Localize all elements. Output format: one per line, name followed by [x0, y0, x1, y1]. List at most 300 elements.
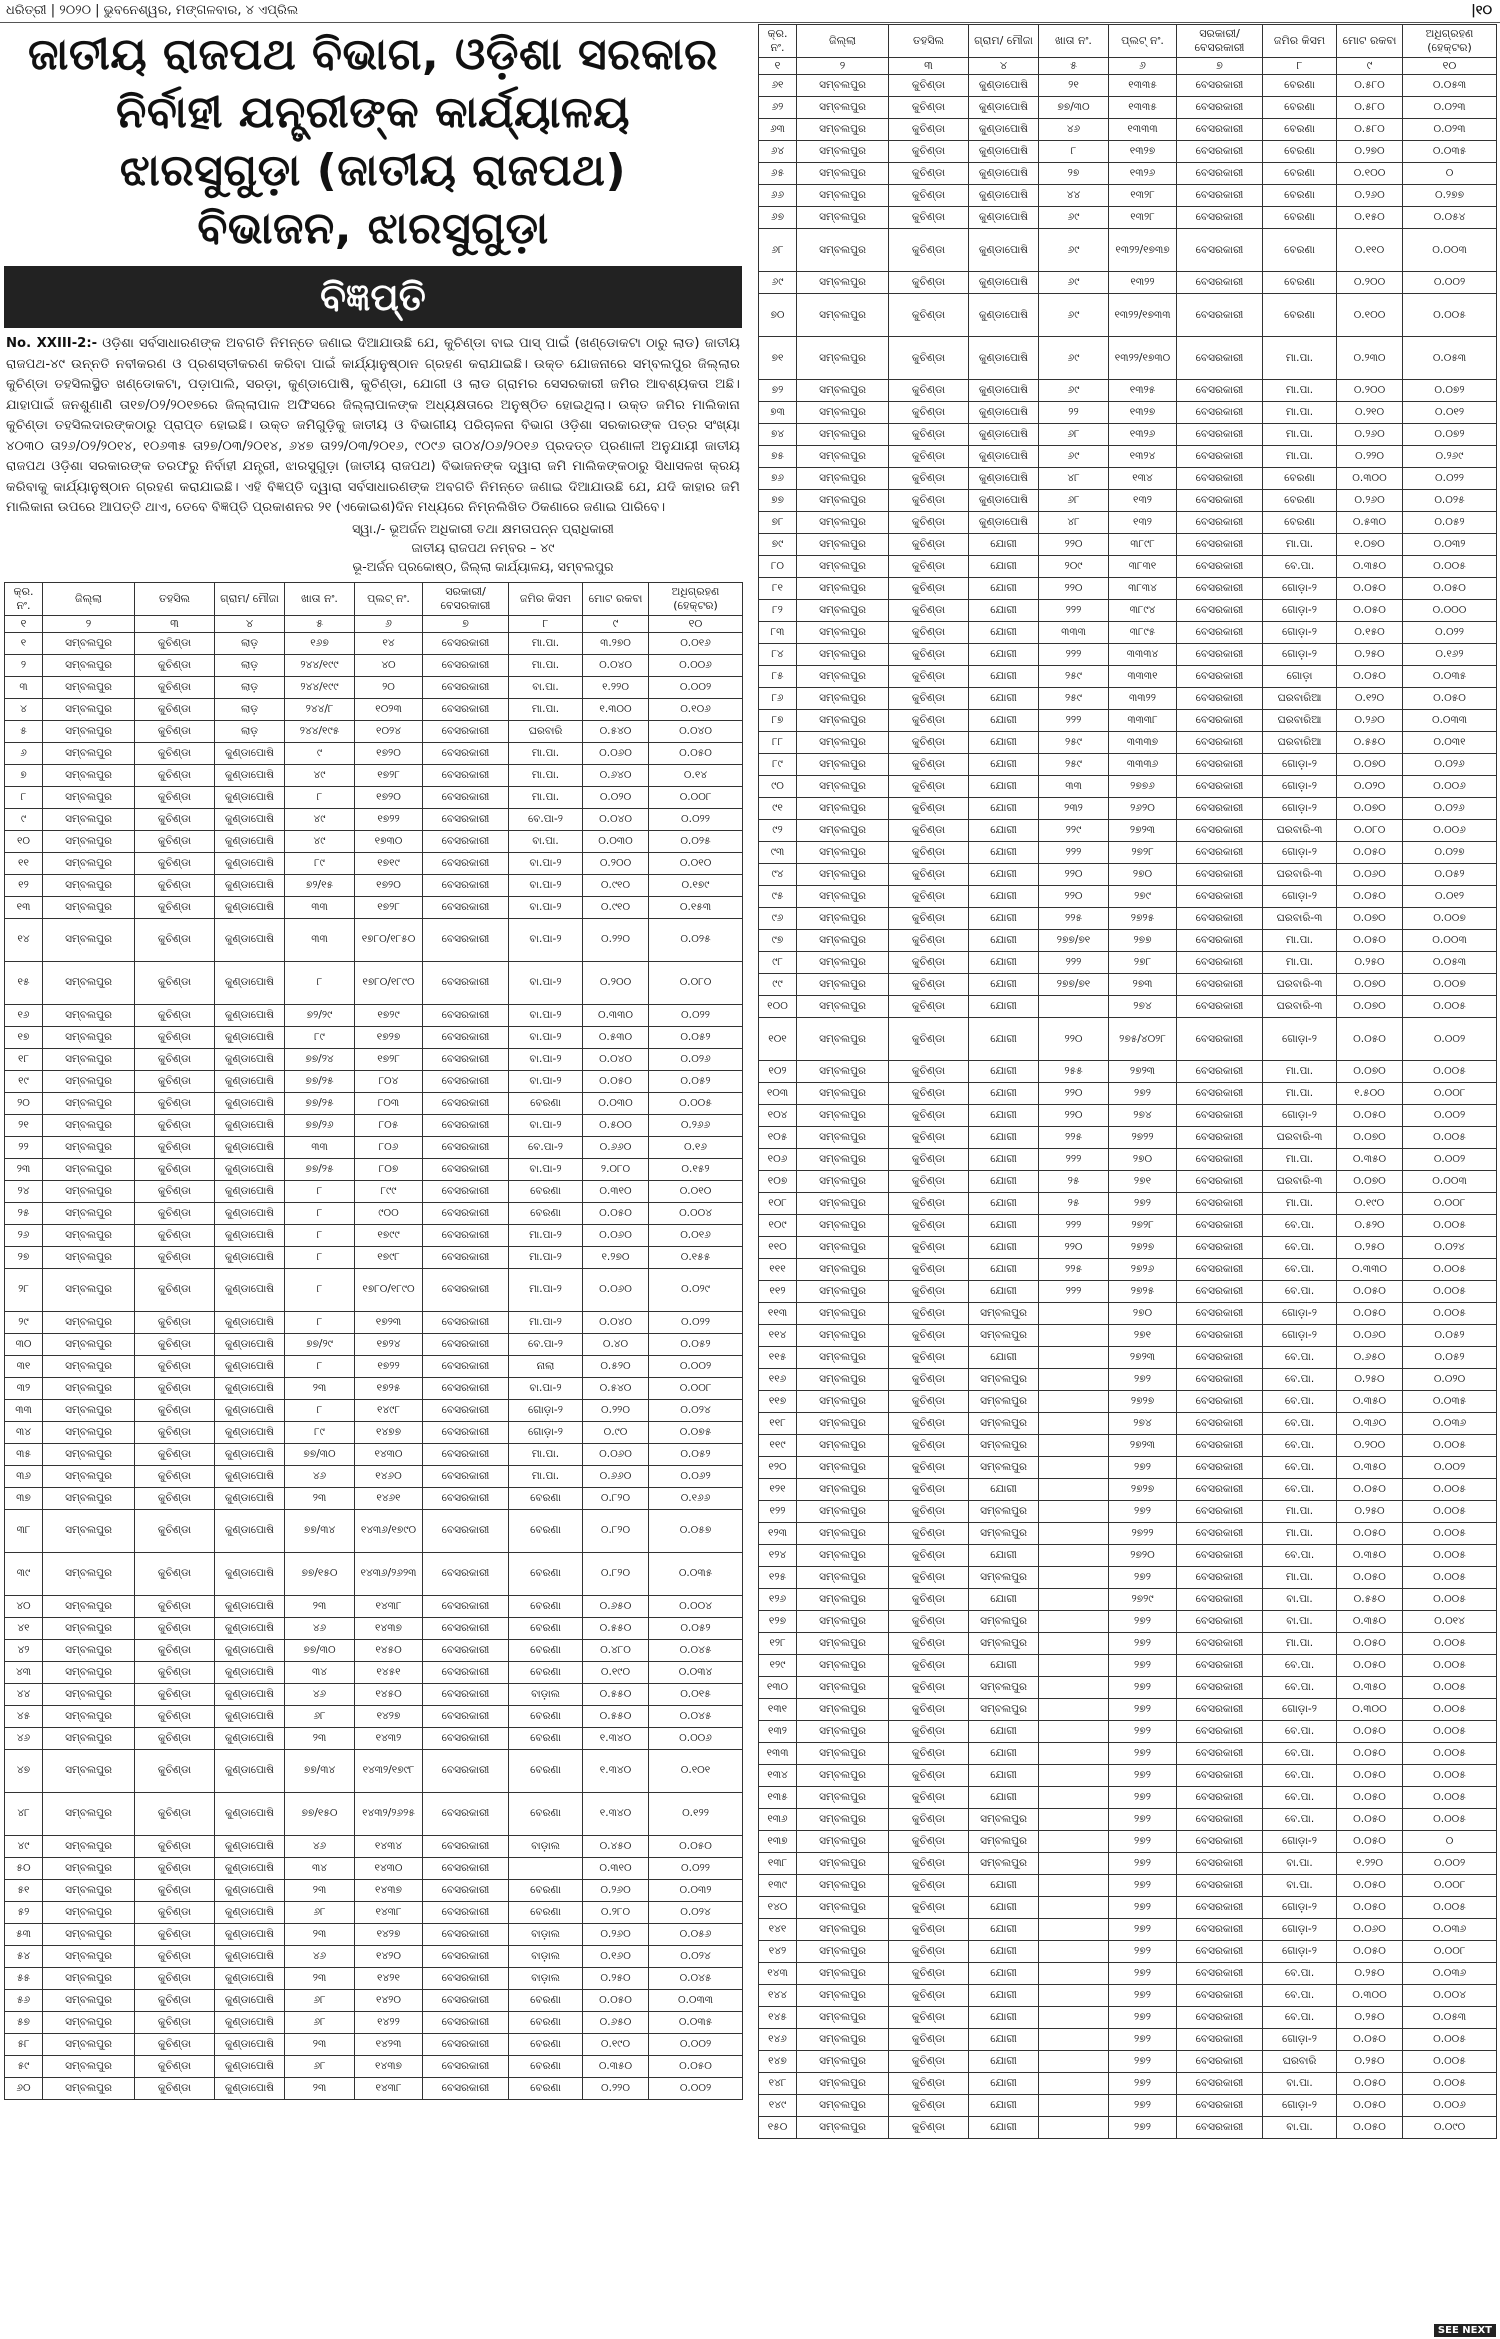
- table-cell: ୦.୦୫୦: [1337, 578, 1403, 600]
- table-cell: ସମ୍ବଲପୁର: [797, 578, 889, 600]
- table-cell: ୨୨୦: [1039, 886, 1109, 908]
- table-cell: ୦.୨୦୦: [1337, 380, 1403, 402]
- signature-line-3: ଭୂ-ଅର୍ଜନ ପ୍ରକୋଷ୍ଠ, ଜିଲ୍ଲା କାର୍ଯ୍ୟାଳୟ, ସମ୍ବଲପୁର: [352, 558, 614, 574]
- table-cell: ୦.୦୦୫: [1403, 1787, 1497, 1809]
- table-cell: ସମ୍ବଲପୁର: [797, 337, 889, 380]
- table-cell: ସମ୍ବଲପୁର: [797, 97, 889, 119]
- table-cell: ୪୯: [285, 764, 355, 786]
- table-cell: ସମ୍ବଲପୁର: [797, 1193, 889, 1215]
- column-header: ପ୍ଲଟ୍ ନଂ.: [1109, 25, 1177, 58]
- table-row: [5, 676, 743, 698]
- table-cell: ବେସରକାରୀ: [1177, 446, 1263, 468]
- table-cell: ୩୩୨୨: [1109, 688, 1177, 710]
- table-cell: ୨୨: [5, 1136, 43, 1158]
- table-cell: ୨୬୨୦: [1109, 798, 1177, 820]
- table-cell: ବେରଣା: [1263, 512, 1337, 534]
- table-cell: ଯୋଗୀ: [969, 688, 1039, 710]
- table-cell: ସମ୍ବଲପୁର: [797, 1215, 889, 1237]
- table-cell: କୁଣ୍ଡାପୋଷି: [215, 1509, 285, 1552]
- column-number: ୨: [797, 58, 889, 75]
- table-cell: କୁଚିଣ୍ଡା: [889, 2117, 969, 2139]
- table-cell: ୮୯: [285, 1421, 355, 1443]
- table-cell: ୨୪୪/୮: [285, 698, 355, 720]
- table-cell: କୁଚିଣ୍ଡା: [889, 820, 969, 842]
- table-cell: ୧୨: [5, 874, 43, 896]
- table-cell: ବେସରକାରୀ: [1177, 229, 1263, 272]
- table-cell: ଯୋଗୀ: [969, 1259, 1039, 1281]
- table-cell: ସମ୍ବଲପୁର: [797, 1479, 889, 1501]
- table-cell: ୨୭୧: [1109, 1325, 1177, 1347]
- table-cell: ବେସରକାରୀ: [1177, 1523, 1263, 1545]
- table-cell: ବେସରକାରୀ: [1177, 556, 1263, 578]
- table-cell: ୧୩୩: [759, 1743, 797, 1765]
- table-cell: କୁଚିଣ୍ଡା: [135, 1180, 215, 1202]
- table-cell: ୨୫: [1039, 1193, 1109, 1215]
- table-cell: ୮: [285, 1224, 355, 1246]
- table-cell: କୁଚିଣ୍ଡା: [135, 1727, 215, 1749]
- table-cell: ଯୋଗୀ: [969, 2051, 1039, 2073]
- table-cell: ୧୭୨୮: [355, 896, 423, 918]
- table-cell: କୁଚିଣ୍ଡା: [135, 1399, 215, 1421]
- table-cell: ସମ୍ବଲପୁର: [969, 1501, 1039, 1523]
- table-cell: ୨୭୨: [1109, 2007, 1177, 2029]
- table-cell: ୧୩୪: [759, 1765, 797, 1787]
- table-cell: ୪୫: [5, 1705, 43, 1727]
- table-cell: ୨୭୨୨: [1109, 1127, 1177, 1149]
- table-cell: ୨୨୫: [1039, 1259, 1109, 1281]
- table-cell: ୮୦୬: [355, 1136, 423, 1158]
- table-cell: [1039, 1589, 1109, 1611]
- table-cell: ବେ.ପା.: [1263, 1259, 1337, 1281]
- table-cell: ସମ୍ବଲପୁର: [797, 1523, 889, 1545]
- table-cell: ସମ୍ବଲପୁର: [797, 1083, 889, 1105]
- table-cell: ୨୭୨: [1109, 2051, 1177, 2073]
- table-cell: ସମ୍ବଲପୁର: [797, 1391, 889, 1413]
- table-cell: କୁଚିଣ୍ଡା: [889, 1369, 969, 1391]
- column-number: ୪: [969, 58, 1039, 75]
- table-cell: କୁଣ୍ଡାପୋଷି: [215, 1333, 285, 1355]
- table-cell: ୦.୦୦୨: [1403, 1018, 1497, 1061]
- table-cell: ୨୨୨: [1039, 842, 1109, 864]
- table-cell: ୯୨: [759, 820, 797, 842]
- table-cell: କୁଚିଣ୍ଡା: [135, 1683, 215, 1705]
- table-cell: ୦.୦୪୦: [583, 808, 649, 830]
- table-cell: ବେସରକାରୀ: [423, 1509, 509, 1552]
- table-cell: କୁଚିଣ୍ଡା: [889, 1193, 969, 1215]
- table-cell: [1039, 1963, 1109, 1985]
- table-cell: ୩୮୯୪: [1109, 600, 1177, 622]
- table-cell: ୫୪: [5, 1945, 43, 1967]
- table-cell: ସମ୍ବଲପୁର: [969, 1611, 1039, 1633]
- table-row: [759, 2117, 1497, 2139]
- table-cell: ୨୭୭/୭୧: [1039, 930, 1109, 952]
- column-number: ୧: [759, 58, 797, 75]
- table-row: [759, 1479, 1497, 1501]
- table-cell: ୭୮: [759, 512, 797, 534]
- table-cell: ୩୮୩୧: [1109, 556, 1177, 578]
- table-row: [759, 534, 1497, 556]
- table-cell: ସମ୍ବଲପୁର: [797, 2117, 889, 2139]
- table-cell: ସମ୍ବଲପୁର: [969, 1633, 1039, 1655]
- table-cell: କୁଚିଣ୍ଡା: [889, 468, 969, 490]
- table-cell: ୩୮୯୫: [1109, 622, 1177, 644]
- table-cell: ୦.୩୫୦: [1337, 1457, 1403, 1479]
- table-cell: ୦.୦୦୫: [1403, 1303, 1497, 1325]
- table-cell: ସମ୍ବଲପୁର: [797, 710, 889, 732]
- table-row: [5, 1487, 743, 1509]
- table-row: [5, 2011, 743, 2033]
- table-cell: ୦.୩୧୦: [583, 1180, 649, 1202]
- table-cell: କୁଚିଣ୍ଡା: [135, 2033, 215, 2055]
- table-cell: ଯୋଗୀ: [969, 908, 1039, 930]
- table-cell: ଗୋଡ଼ା-୨: [1263, 1897, 1337, 1919]
- table-cell: ବେରଣା: [509, 2055, 583, 2077]
- table-cell: ସମ୍ବଲପୁର: [797, 141, 889, 163]
- table-cell: କୁଣ୍ଡାପୋଷି: [215, 961, 285, 1004]
- table-cell: ମା.ପା.: [1263, 1501, 1337, 1523]
- table-cell: ୦.୫୨୦: [583, 1355, 649, 1377]
- table-cell: ସମ୍ବଲପୁର: [797, 1743, 889, 1765]
- table-cell: କୁଚିଣ୍ଡା: [889, 776, 969, 798]
- table-cell: ୦.୦୦୫: [1403, 1765, 1497, 1787]
- table-cell: ୦.୦୦୫: [1403, 1633, 1497, 1655]
- table-cell: ୦.୦୦୭: [1403, 908, 1497, 930]
- table-cell: ଯୋଗୀ: [969, 1897, 1039, 1919]
- table-cell: ୦.୦୫୦: [1337, 2029, 1403, 2051]
- table-cell: କୁଚିଣ୍ଡା: [889, 1787, 969, 1809]
- table-cell: ୧୩୭: [759, 1831, 797, 1853]
- table-row: [759, 490, 1497, 512]
- table-cell: ୦.୩୫୦: [1337, 1611, 1403, 1633]
- table-cell: ମା.ପା.: [509, 654, 583, 676]
- table-cell: ୧୭୮୦/୧୮୯୦: [355, 961, 423, 1004]
- table-cell: ମା.ପା.: [509, 742, 583, 764]
- table-cell: ୦.୧୬: [649, 1136, 743, 1158]
- table-cell: ଯୋଗୀ: [969, 1985, 1039, 2007]
- table-cell: ୨୭୨୮: [1109, 1215, 1177, 1237]
- table-cell: କୁଚିଣ୍ଡା: [135, 1224, 215, 1246]
- table-row: [759, 1721, 1497, 1743]
- column-header: ଗ୍ରାମ/ ମୌଜା: [215, 582, 285, 615]
- table-row: [759, 446, 1497, 468]
- table-cell: କୁଚିଣ୍ଡା: [135, 1202, 215, 1224]
- table-cell: ୦.୦୨୨: [649, 1857, 743, 1879]
- table-cell: ୧୧: [5, 852, 43, 874]
- table-cell: ୦.୦୫୦: [1337, 1941, 1403, 1963]
- table-cell: ୦.୧୬୦: [583, 1945, 649, 1967]
- table-cell: ୦.୨୫୦: [1337, 952, 1403, 974]
- table-cell: ୦.୦୧୪: [1403, 1611, 1497, 1633]
- table-cell: ୦.୨୨୦: [1337, 446, 1403, 468]
- table-cell: [1039, 1985, 1109, 2007]
- table-cell: [1039, 1655, 1109, 1677]
- table-cell: ବେ.ପା.: [1263, 1765, 1337, 1787]
- table-cell: ବେସରକାରୀ: [423, 1727, 509, 1749]
- table-row: [759, 1193, 1497, 1215]
- table-cell: ୦.୦୦୫: [1403, 1259, 1497, 1281]
- table-cell: ସମ୍ବଲପୁର: [797, 512, 889, 534]
- table-cell: କୁଚିଣ୍ଡା: [889, 1611, 969, 1633]
- table-cell: ୦.୦୦୦: [1403, 600, 1497, 622]
- table-cell: ବେସରକାରୀ: [1177, 666, 1263, 688]
- table-cell: ୦.୦୩୨: [1403, 534, 1497, 556]
- table-cell: ୧୩୨୨/୧୭୩୩: [1109, 294, 1177, 337]
- table-cell: ବେସରକାରୀ: [1177, 272, 1263, 294]
- table-cell: ୧୦: [5, 830, 43, 852]
- table-row: [5, 1989, 743, 2011]
- table-cell: ୧୩୨୪: [1109, 446, 1177, 468]
- table-cell: ବା.ପା-୨: [509, 1026, 583, 1048]
- column-header: ଜିଲ୍ଲା: [797, 25, 889, 58]
- table-cell: କୁଚିଣ୍ଡା: [889, 666, 969, 688]
- column-header: ମୋଟ ରକବା: [1337, 25, 1403, 58]
- table-cell: ବେସରକାରୀ: [423, 698, 509, 720]
- table-cell: ବେସରକାରୀ: [423, 1070, 509, 1092]
- table-cell: ସମ୍ବଲପୁର: [43, 1749, 135, 1792]
- table-row: [5, 1617, 743, 1639]
- table-cell: ୦.୦୨୩: [1403, 97, 1497, 119]
- table-cell: ୨୭୨: [1109, 1765, 1177, 1787]
- table-cell: କୁଚିଣ୍ଡା: [889, 446, 969, 468]
- table-cell: ୦.୦୬୦: [583, 1268, 649, 1311]
- table-cell: ୭୭/୩୪: [285, 1749, 355, 1792]
- table-cell: ୪୬: [285, 1465, 355, 1487]
- table-cell: କୁଚିଣ୍ଡା: [135, 1114, 215, 1136]
- table-cell: ୦.୦୦୫: [649, 1092, 743, 1114]
- table-cell: ଗୋଡ଼ା-୨: [1263, 600, 1337, 622]
- table-cell: ୭୪: [759, 424, 797, 446]
- table-cell: ୧୩୨: [759, 1721, 797, 1743]
- table-cell: କୁଚିଣ୍ଡା: [135, 2077, 215, 2099]
- table-cell: ସମ୍ବଲପୁର: [797, 1501, 889, 1523]
- table-row: [5, 1202, 743, 1224]
- table-cell: ୦.୦୦୬: [1403, 820, 1497, 842]
- table-cell: ଗୋଡ଼ା-୨: [1263, 754, 1337, 776]
- table-cell: ୪୬: [5, 1727, 43, 1749]
- table-cell: କୁଚିଣ୍ଡା: [889, 1391, 969, 1413]
- column-header: ତହସିଲ: [889, 25, 969, 58]
- table-cell: କୁଚିଣ୍ଡା: [135, 1901, 215, 1923]
- table-cell: [1039, 1501, 1109, 1523]
- table-row: [759, 229, 1497, 272]
- table-cell: ୦.୩୫୦: [1337, 1149, 1403, 1171]
- table-cell: ୦.୦୩୪: [649, 1661, 743, 1683]
- table-cell: ବାଡ଼ାଲ: [509, 1923, 583, 1945]
- column-number: ୧୦: [649, 615, 743, 632]
- column-number: ୮: [1263, 58, 1337, 75]
- table-cell: ବେସରକାରୀ: [423, 1945, 509, 1967]
- table-cell: ବେରଣା: [1263, 163, 1337, 185]
- table-row: [5, 654, 743, 676]
- table-cell: ୪୬: [285, 1835, 355, 1857]
- table-cell: ୦.୫୩୦: [1337, 512, 1403, 534]
- table-cell: ସମ୍ବଲପୁର: [43, 1857, 135, 1879]
- table-cell: ୦.୦୭୦: [1337, 754, 1403, 776]
- table-cell: ୨୧: [1039, 75, 1109, 97]
- table-cell: ୦.୦୦୫: [1403, 2073, 1497, 2095]
- table-cell: କୁଚିଣ୍ଡା: [889, 622, 969, 644]
- table-cell: [1039, 2051, 1109, 2073]
- table-cell: ୮: [285, 1246, 355, 1268]
- table-cell: ବେସରକାରୀ: [1177, 1215, 1263, 1237]
- table-row: [759, 1545, 1497, 1567]
- table-cell: ୭୧: [759, 337, 797, 380]
- table-cell: ୧୬୭: [285, 632, 355, 654]
- table-cell: ବେରଣା: [509, 1509, 583, 1552]
- table-cell: ସମ୍ବଲପୁର: [797, 666, 889, 688]
- table-cell: ୦.୫୫୦: [1337, 732, 1403, 754]
- table-cell: ୭୭/୩୪: [285, 1509, 355, 1552]
- table-cell: ୨୭୨: [1109, 1985, 1177, 2007]
- table-row: [759, 1809, 1497, 1831]
- table-cell: ୨୭୨୫: [1109, 1281, 1177, 1303]
- table-cell: ସମ୍ବଲପୁର: [797, 2007, 889, 2029]
- table-cell: ଗୋଡ଼ା: [1263, 666, 1337, 688]
- table-cell: କୁଣ୍ଡାପୋଷି: [215, 2077, 285, 2099]
- table-cell: କୁଚିଣ୍ଡା: [135, 1989, 215, 2011]
- table-cell: ବେସରକାରୀ: [423, 1377, 509, 1399]
- table-cell: ବେରଣା: [1263, 75, 1337, 97]
- table-cell: ୫୩: [5, 1923, 43, 1945]
- table-row: [759, 1171, 1497, 1193]
- table-cell: ୦.୫୪୦: [583, 720, 649, 742]
- table-cell: ସମ୍ବଲପୁର: [797, 1325, 889, 1347]
- table-cell: ବେସରକାରୀ: [1177, 534, 1263, 556]
- table-cell: ୦.୯୦: [583, 1421, 649, 1443]
- table-cell: କୁଚିଣ୍ଡା: [889, 1941, 969, 1963]
- column-header: ତହସିଲ: [135, 582, 215, 615]
- table-cell: କୁଚିଣ୍ଡା: [135, 1967, 215, 1989]
- table-cell: ୧୬: [5, 1004, 43, 1026]
- table-cell: ୦.୦୦୫: [1403, 1435, 1497, 1457]
- table-cell: ବେ.ପା.: [1263, 1963, 1337, 1985]
- table-row: [5, 1136, 743, 1158]
- table-cell: ବା.ପା-୨: [509, 1004, 583, 1026]
- table-cell: ୧୦୨୩: [355, 698, 423, 720]
- table-cell: କୁଚିଣ୍ଡା: [889, 1567, 969, 1589]
- table-cell: ୦.୦୫୦: [1337, 1105, 1403, 1127]
- table-cell: ସମ୍ବଲପୁର: [43, 1923, 135, 1945]
- table-cell: ୭୭/୨୯: [285, 1333, 355, 1355]
- table-cell: କୁଚିଣ୍ଡା: [889, 1743, 969, 1765]
- table-cell: ବେସରକାରୀ: [1177, 1721, 1263, 1743]
- table-cell: ସମ୍ବଲପୁର: [43, 1727, 135, 1749]
- table-cell: ୨୫: [1039, 1171, 1109, 1193]
- table-cell: ୦.୪୦: [583, 1333, 649, 1355]
- table-cell: ୮: [5, 786, 43, 808]
- table-cell: ସମ୍ବଲପୁର: [797, 468, 889, 490]
- table-row: [759, 1018, 1497, 1061]
- table-cell: ୪୬: [1039, 119, 1109, 141]
- table-cell: ୨୭୨୨: [1109, 1523, 1177, 1545]
- table-cell: ସମ୍ବଲପୁର: [797, 424, 889, 446]
- table-cell: ୦.୦୫୩: [1403, 337, 1497, 380]
- table-cell: ସମ୍ବଲପୁର: [797, 163, 889, 185]
- notice-text: [4, 334, 742, 519]
- table-cell: ୫୫: [5, 1967, 43, 1989]
- table-cell: ୦.୦୦୩: [1403, 229, 1497, 272]
- table-cell: ୦.୦୦୫: [1403, 1567, 1497, 1589]
- table-cell: କୁଣ୍ଡାପୋଷି: [969, 294, 1039, 337]
- table-cell: ସମ୍ବଲପୁର: [43, 1792, 135, 1835]
- column-number: ୨: [43, 615, 135, 632]
- notice-body: ଓଡ଼ିଶା ସର୍ବସାଧାରଣଙ୍କ ଅବଗତି ନିମନ୍ତେ ଜଣାଇ ଦିଆଯାଉଛି ଯେ, କୁଚିଣ୍ଡା ବାଇ ପାସ୍ ପାଇଁ (ଖଣ୍ଡୋକଟା ଠାରୁ ଲାଡ) ଜାତୀୟ ରାଜପଥ-୪୯ ଉନ୍ନତି ନବୀକରଣ ଓ ପ୍ରଶସ୍ତୀକରଣ କରିବା ପାଇଁ କାର୍ଯ୍ୟାନୁଷ୍ଠାନ ଗ୍ରହଣ କରାଯାଇଛି। ଉକ୍ତ ଯୋଜନାରେ ସମ୍ବଲପୁର ଜିଲ୍ଲାର କୁଚିଣ୍ଡା ତହସିଲସ୍ଥିତ ଖଣ୍ଡୋକଟା, ପଡ଼ାପାଲି, ସରଡ଼ା, କୁଣ୍ଡାପୋଷି, କୁଚିଣ୍ଡା, ଯୋଗୀ ଓ ଲାଡ ଗ୍ରାମର ସେସରକାରୀ ଜମିର ଆବଶ୍ୟକତା ଅଛି। ଯାହାପାଇଁ ଜନଶୁଣାଣି ତା୧୭/୦୨/୨୦୧୭ରେ ଜିଲ୍ଲାପାଳ ଅଫିସରେ ଜିଲ୍ଲାପାଳଙ୍କ ଅଧ୍ୟକ୍ଷତାରେ ଅନୁଷ୍ଠିତ ହୋଇଥିଲା। ଉକ୍ତ ଜମିର ମାଲିକାନା କୁଚିଣ୍ଡା ତହସିଲଦାରଙ୍କଠାରୁ ପ୍ରାପ୍ତ ହୋଇଛି। ଉକ୍ତ ଜମିଗୁଡ଼ିକୁ ଜାତୀୟ ଓ ବିଭାଗୀୟ ପରିଚାଳନା ବିଭାଗ ଓଡ଼ିଶା ସରକାରଙ୍କ ପତ୍ର ସଂଖ୍ୟା ୪୦୩୦ ତା୨୬/୦୨/୨୦୧୪, ୧୦୬୩୫ ତା୨୭/୦୩/୨୦୧୪, ୬୪୭ ତା୨୨/୦୩/୨୦୧୬, ୯୦୯୬ ତା୦୪/୦୬/୨୦୧୬ ପ୍ରଦତ୍ତ ପ୍ରଣାଳୀ ଅନୁଯାୟୀ ଜାତୀୟ ରାଜପଥ ଓଡ଼ିଶା ସରକାରଙ୍କ ତରଫରୁ ନିର୍ବାହୀ ଯନ୍ତ୍ରୀ, ଝାରସୁଗୁଡ଼ା (ଜାତୀୟ ରାଜପଥ) ବିଭାଜନଙ୍କ ଦ୍ୱାରା ଜମି ମାଲିକଙ୍କଠାରୁ ସିଧାସଳଖ କ୍ରୟ କରିବାକୁ କାର୍ଯ୍ୟାନୁଷ୍ଠାନ ଗ୍ରହଣ କରାଯାଇଛି। ଏହି ବିଜ୍ଞପ୍ତି ଦ୍ୱାରା ସର୍ବସାଧାରଣଙ୍କ ଅବଗତି ନିମନ୍ତେ ଜଣାଇ ଦିଆଯାଉଛି ଯେ, ଯଦି କାହାର ଜମି ମାଲିକାନା ଉପରେ ଆପତ୍ତି ଥାଏ, ତେବେ ବିଜ୍ଞପ୍ତି ପ୍ରକାଶନର ୨୧ (ଏକୋଇଶ)ଦିନ ମଧ୍ୟରେ ନିମ୍ନଲିଖିତ ଠିକଣାରେ ଜଣାଇ ପାରିବେ।: [6, 336, 740, 515]
- table-cell: କୁଚିଣ୍ଡା: [135, 1945, 215, 1967]
- table-cell: ଯୋଗୀ: [969, 732, 1039, 754]
- table-cell: ୧୪୦: [759, 1897, 797, 1919]
- table-cell: କୁଚିଣ୍ଡା: [889, 1347, 969, 1369]
- table-cell: ସମ୍ବଲପୁର: [43, 1399, 135, 1421]
- table-cell: ଯୋଗୀ: [969, 2029, 1039, 2051]
- table-cell: ୧୭୨୮: [355, 1048, 423, 1070]
- table-cell: ମା.ପା.: [1263, 337, 1337, 380]
- table-cell: କୁଚିଣ୍ଡା: [889, 1919, 969, 1941]
- table-cell: ବେସରକାରୀ: [1177, 644, 1263, 666]
- table-row: [759, 732, 1497, 754]
- table-cell: ଯୋଗୀ: [969, 1193, 1039, 1215]
- table-cell: ଘରବାରି-୩: [1263, 996, 1337, 1018]
- table-cell: ୦.୦୦୩: [1403, 930, 1497, 952]
- table-cell: ୦.୬୬୦: [583, 1465, 649, 1487]
- table-cell: କୁଣ୍ଡାପୋଷି: [215, 896, 285, 918]
- table-cell: ଯୋଗୀ: [969, 578, 1039, 600]
- table-cell: ୦.୦୫୨: [649, 1026, 743, 1048]
- table-cell: ବେ.ପା-୨: [509, 1136, 583, 1158]
- table-cell: ଯୋଗୀ: [969, 600, 1039, 622]
- table-cell: ୨୭୪: [1109, 1413, 1177, 1435]
- table-cell: ୮୫: [759, 666, 797, 688]
- table-row: [759, 1325, 1497, 1347]
- table-cell: ୧୨୬: [759, 1589, 797, 1611]
- table-cell: ଯୋଗୀ: [969, 1721, 1039, 1743]
- table-cell: ୦.୦୦୨: [649, 2033, 743, 2055]
- table-cell: କୁଚିଣ୍ଡା: [889, 1149, 969, 1171]
- table-cell: ୦.୦୦୫: [1403, 1809, 1497, 1831]
- table-cell: ୦.୨୦୦: [583, 961, 649, 1004]
- table-cell: ୨୨୦: [1039, 1105, 1109, 1127]
- table-row: [759, 1061, 1497, 1083]
- table-cell: କୁଣ୍ଡାପୋଷି: [215, 742, 285, 764]
- table-cell: ଘରବାରି-୩: [1263, 820, 1337, 842]
- table-row: [759, 1501, 1497, 1523]
- table-cell: କୁଚିଣ୍ଡା: [135, 1857, 215, 1879]
- table-cell: ଲାଡ଼: [215, 698, 285, 720]
- table-cell: କୁଚିଣ୍ଡା: [135, 654, 215, 676]
- table-cell: ଯୋଗୀ: [969, 1281, 1039, 1303]
- table-row: [5, 1311, 743, 1333]
- table-cell: କୁଚିଣ୍ଡା: [889, 2095, 969, 2117]
- table-cell: ସମ୍ବଲପୁର: [43, 961, 135, 1004]
- table-row: [759, 1831, 1497, 1853]
- table-cell: ଲାଡ଼: [215, 632, 285, 654]
- column-number: ୬: [1109, 58, 1177, 75]
- table-cell: କୁଣ୍ଡାପୋଷି: [969, 380, 1039, 402]
- table-cell: ୦.୦୩୬: [1403, 1413, 1497, 1435]
- table-cell: ୦.୦୩୩: [649, 1989, 743, 2011]
- table-cell: ମା.ପା.: [1263, 424, 1337, 446]
- table-cell: କୁଣ୍ଡାପୋଷି: [215, 1004, 285, 1026]
- table-cell: ୦.୩୩୦: [1337, 1259, 1403, 1281]
- table-cell: କୁଚିଣ୍ଡା: [889, 490, 969, 512]
- table-cell: ୧୫୦: [759, 2117, 797, 2139]
- table-cell: ୮: [285, 786, 355, 808]
- table-cell: ୦.୧୦୬: [649, 698, 743, 720]
- table-cell: ବେ.ପା.: [1263, 1457, 1337, 1479]
- table-cell: ୦.୦୫୦: [583, 1070, 649, 1092]
- table-cell: ଘରବାରି-୩: [1263, 908, 1337, 930]
- table-cell: ବେରଣା: [1263, 294, 1337, 337]
- table-cell: ୦.୦୩୬: [1403, 1963, 1497, 1985]
